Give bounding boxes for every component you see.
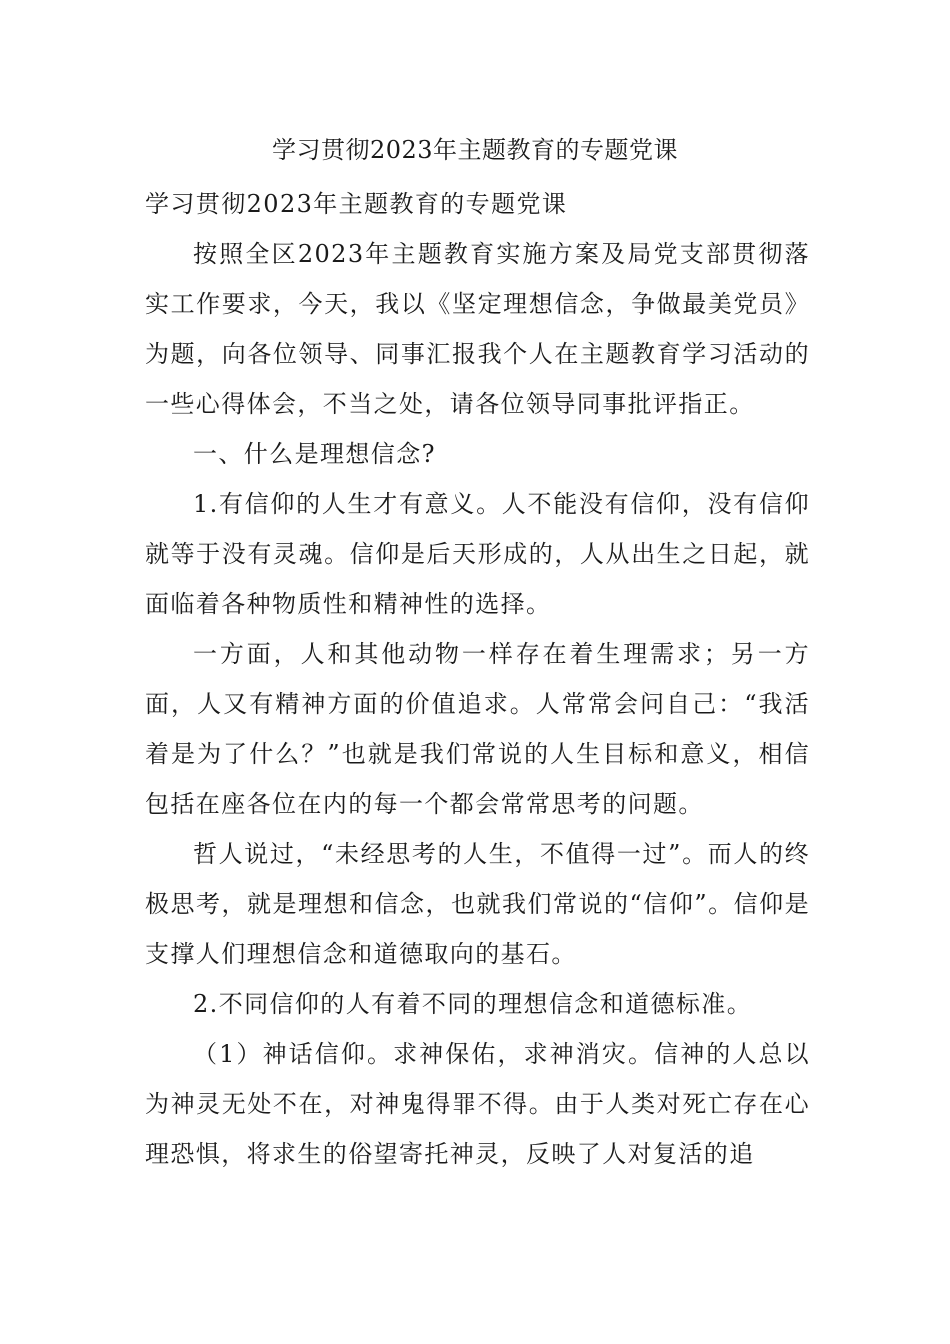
paragraph-needs: 一方面，人和其他动物一样存在着生理需求；另一方面，人又有精神方面的价值追求。人常常会问自己：“我活着是为了什么？”也就是我们常说的人生目标和意义，相信包括在座各位在内的每一个都会常常思考的问题。 [145, 640, 810, 818]
paragraph-intro: 按照全区2023年主题教育实施方案及局党支部贯彻落实工作要求，今天，我以《坚定理想信念，争做最美党员》为题，向各位领导、同事汇报我个人在主题教育学习活动的一些心得体会，不当之处，请各位领导同事批评指正。 [145, 240, 810, 418]
paragraph-philosopher: 哲人说过，“未经思考的人生，不值得一过”。而人的终极思考，就是理想和信念，也就我们常说的“信仰”。信仰是支撑人们理想信念和道德取向的基石。 [145, 840, 810, 968]
paragraph-point-2: 2.不同信仰的人有着不同的理想信念和道德标准。 [193, 990, 753, 1018]
paragraph-myth-belief: （1）神话信仰。求神保佑，求神消灾。信神的人总以为神灵无处不在，对神鬼得罪不得。由于人类对死亡存在心理恐惧，将求生的俗望寄托神灵，反映了人对复活的追 [145, 1040, 810, 1168]
document-body [145, 179, 810, 1179]
paragraph-point-1: 1.有信仰的人生才有意义。人不能没有信仰，没有信仰就等于没有灵魂。信仰是后天形成的，人从出生之日起，就面临着各种物质性和精神性的选择。 [145, 490, 810, 618]
document-subtitle: 学习贯彻2023年主题教育的专题党课 [145, 190, 568, 218]
section-heading-1: 一、什么是理想信念? [193, 440, 436, 468]
document-title: 学习贯彻2023年主题教育的专题党课 [271, 136, 679, 164]
